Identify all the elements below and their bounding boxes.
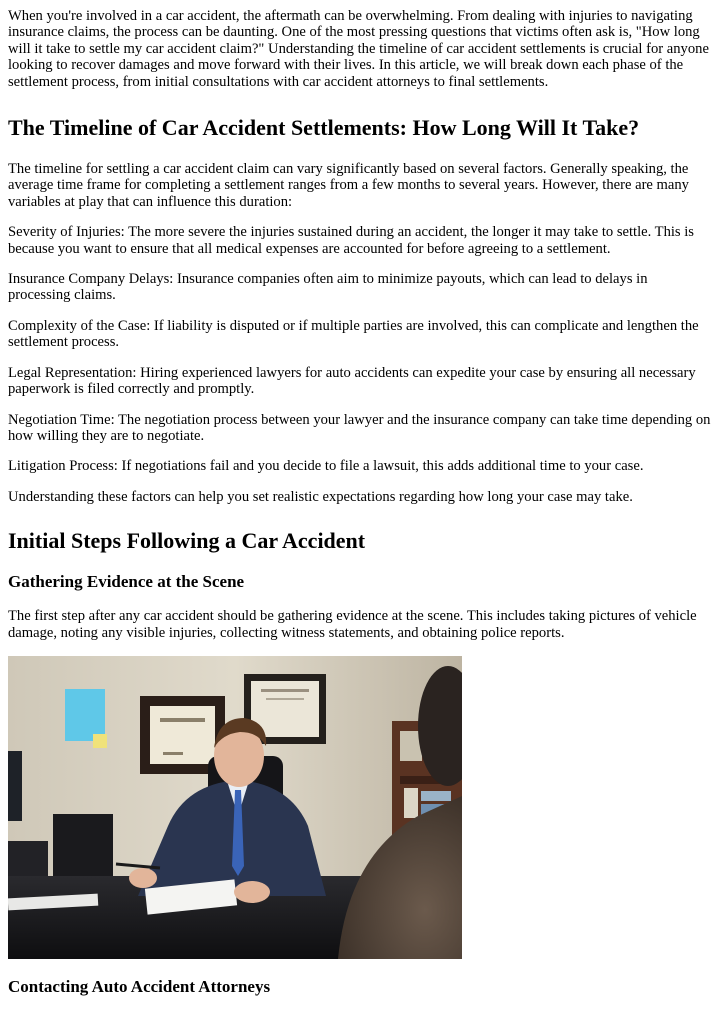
paragraph-severity: Severity of Injuries: The more severe the injuries sustained during an accident, the longer it may take to settle. This is because you want to ensure that all medical expenses are accounted for before agreeing to a settlement. (8, 224, 694, 257)
paragraph-timeline-overview: The timeline for settling a car accident claim can vary significantly based on several factors. Generally speaking, the average time frame for completing a settlement ranges from a few months to several years. However, there are many variables at play that can influence this duration: (8, 161, 689, 210)
contacting-attorneys-heading: Contacting Auto Accident Attorneys (8, 976, 271, 996)
paragraph-complexity: Complexity of the Case: If liability is disputed or if multiple parties are involved, this can complicate and lengthen the settlement process. (8, 317, 699, 351)
paragraph-gathering-evidence: The first step after any car accident should be gathering evidence at the scene. This includes taking pictures of vehicle damage, noting any visible injuries, collecting witness statements, and obtaining police reports. (8, 608, 697, 641)
printer (53, 814, 113, 876)
intro-paragraph: When you're involved in a car accident, the aftermath can be overwhelming. From dealing with injuries to navigating insurance claims, the process can be daunting. One of the most pressing questions that victims often ask is, "How long will it take to settle my car accident claim?" Understanding the timeline of car accident settlements is crucial for anyone looking to recover damages and move forward with their lives. In this article, we will break down each phase of the settlement process, from initial consultations with car accident attorneys to final settlements. (8, 8, 709, 90)
sticky-note (65, 689, 105, 741)
lawyer-photo (8, 656, 462, 959)
paragraph-understanding: Understanding these factors can help you set realistic expectations regarding how long your case may take. (8, 488, 633, 505)
gathering-evidence-heading: Gathering Evidence at the Scene (8, 572, 245, 592)
paragraph-legal-representation: Legal Representation: Hiring experienced lawyers for auto accidents can expedite your case by ensuring all necessary paperwork is filed correctly and promptly. (8, 364, 696, 398)
monitor (8, 751, 22, 821)
paragraph-litigation: Litigation Process: If negotiations fail and you decide to file a lawsuit, this adds additional time to your case. (8, 458, 644, 475)
initial-steps-heading: Initial Steps Following a Car Accident (8, 528, 366, 554)
article (0, 8, 720, 997)
paragraph-negotiation: Negotiation Time: The negotiation process between your lawyer and the insurance company can take time depending on how willing they are to negotiate. (8, 411, 711, 444)
timeline-heading: The Timeline of Car Accident Settlements: How Long Will It Take? (8, 115, 640, 141)
paragraph-insurance-delays: Insurance Company Delays: Insurance companies often aim to minimize payouts, which can lead to delays in processing claims. (8, 271, 648, 304)
